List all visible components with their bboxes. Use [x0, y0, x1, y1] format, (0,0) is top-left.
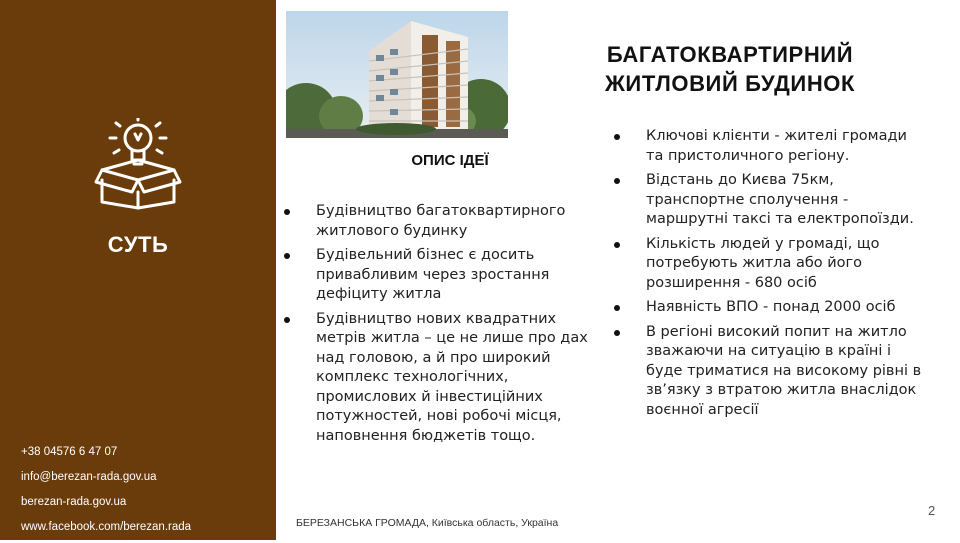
- website-link[interactable]: berezan-rada.gov.ua: [21, 496, 127, 508]
- list-item: Відстань до Києва 75км, транспортне сполучення - маршрутні таксі та електропоїзди.: [614, 171, 924, 230]
- list-item: Будівельний бізнес є досить привабливим через зростання дефіциту житла: [284, 246, 596, 305]
- building-photo: [286, 11, 508, 138]
- list-item: Кількість людей у громаді, що потребують житла або його розширення - 680 осіб: [614, 235, 924, 294]
- list-item: Наявність ВПО - понад 2000 осіб: [614, 298, 924, 318]
- list-item: В регіоні високий попит на житло зважаючи на ситуацію в країні і буде триматися на високому рівні в зв’язку з втратою житла внаслідок воєнної агресії: [614, 323, 924, 421]
- idea-bullet-list: [284, 202, 596, 451]
- list-item: Будівництво нових квадратних метрів житла – це не лише про дах над головою, а й про широкий комплекс технологічних, промислових й інвестиційних потужностей, нові робочі місця, наповнення бюджетів тощо.: [284, 310, 596, 447]
- list-item: Ключові клієнти - жителі громади та пристоличного регіону.: [614, 127, 924, 166]
- sidebar: [0, 0, 276, 540]
- title-line-2: ЖИТЛОВИЙ БУДИНОК: [604, 71, 856, 96]
- section-title: ОПИС ІДЕЇ: [411, 152, 489, 169]
- contacts: [21, 443, 191, 543]
- email-link[interactable]: info@berezan-rada.gov.ua: [21, 471, 157, 483]
- page-number: 2: [928, 503, 936, 518]
- facebook-link[interactable]: www.facebook.com/berezan.rada: [21, 521, 192, 533]
- details-bullet-list: [614, 127, 924, 425]
- title-line-1: БАГАТОКВАРТИРНИЙ: [606, 42, 854, 67]
- footer-text: БЕРЕЗАНСЬКА ГРОМАДА, Київська область, Україна: [296, 517, 559, 529]
- lightbulb-box-icon: [94, 118, 182, 210]
- phone-number: +38 04576 6 47 07: [21, 446, 118, 458]
- page-title: [560, 40, 900, 98]
- sidebar-title: СУТЬ: [107, 232, 169, 257]
- list-item: Будівництво багатоквартирного житлового будинку: [284, 202, 596, 241]
